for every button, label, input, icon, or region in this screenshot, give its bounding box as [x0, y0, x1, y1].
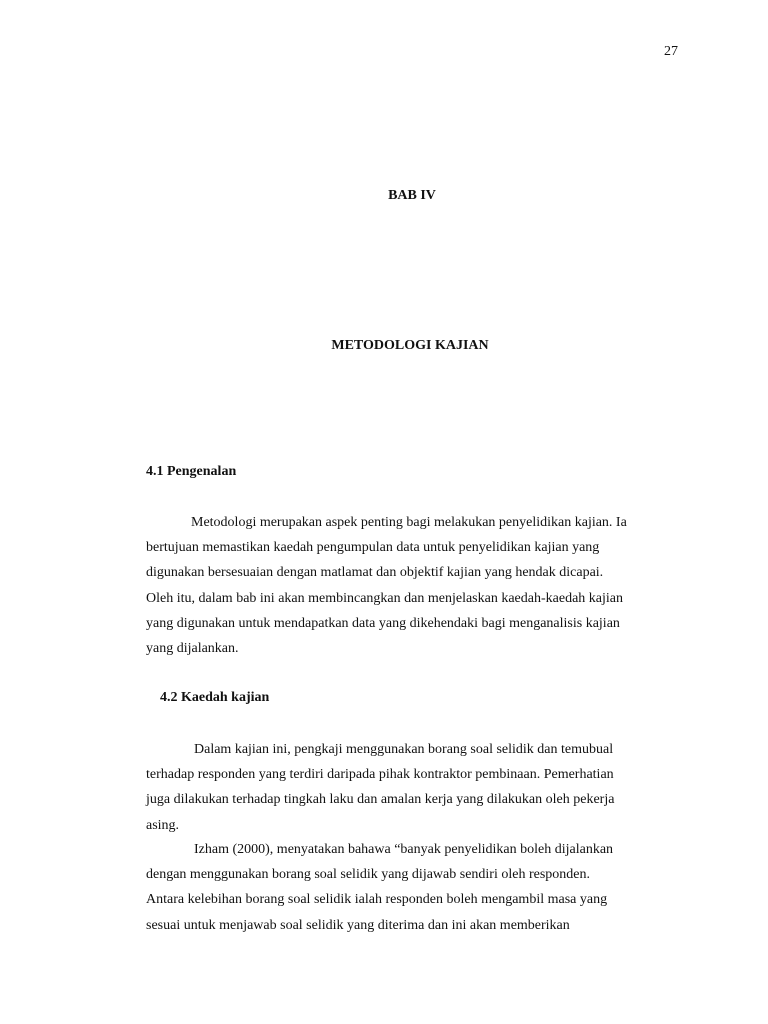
paragraph-kaedah-kajian-2	[146, 837, 686, 938]
paragraph-line: Antara kelebihan borang soal selidik ialah responden boleh mengambil masa yang	[146, 892, 608, 908]
paragraph-line: Dalam kajian ini, pengkaji menggunakan borang soal selidik dan temubual	[194, 742, 614, 757]
page-number: 27	[664, 44, 678, 59]
paragraph-pengenalan	[146, 510, 686, 661]
paragraph-line: sesuai untuk menjawab soal selidik yang diterima dan ini akan memberikan	[146, 917, 570, 933]
paragraph-line: juga dilakukan terhadap tingkah laku dan amalan kerja yang dilakukan oleh pekerja	[146, 792, 615, 808]
paragraph-line: Oleh itu, dalam bab ini akan membincangkan dan menjelaskan kaedah-kaedah kajian	[146, 590, 623, 606]
chapter-title: METODOLOGI KAJIAN	[331, 338, 489, 353]
paragraph-line: yang digunakan untuk mendapatkan data yang dikehendaki bagi menganalisis kajian	[146, 615, 620, 631]
paragraph-kaedah-kajian-1	[146, 737, 686, 838]
section-heading-kaedah-kajian: 4.2 Kaedah kajian	[160, 690, 270, 705]
paragraph-line: bertujuan memastikan kaedah pengumpulan data untuk penyelidikan kajian yang	[146, 540, 600, 556]
paragraph-line: dengan menggunakan borang soal selidik yang dijawab sendiri oleh responden.	[146, 867, 590, 883]
paragraph-line: Izham (2000), menyatakan bahawa “banyak penyelidikan boleh dijalankan	[194, 842, 614, 857]
paragraph-line: terhadap responden yang terdiri daripada pihak kontraktor pembinaan. Pemerhatian	[146, 767, 614, 783]
paragraph-line: asing.	[146, 817, 180, 833]
paragraph-line: yang dijalankan.	[146, 641, 239, 657]
paragraph-line: Metodologi merupakan aspek penting bagi melakukan penyelidikan kajian. Ia	[191, 515, 627, 530]
section-heading-pengenalan: 4.1 Pengenalan	[146, 464, 237, 479]
chapter-label: BAB IV	[388, 188, 436, 203]
paragraph-line: digunakan bersesuaian dengan matlamat dan objektif kajian yang hendak dicapai.	[146, 565, 604, 581]
